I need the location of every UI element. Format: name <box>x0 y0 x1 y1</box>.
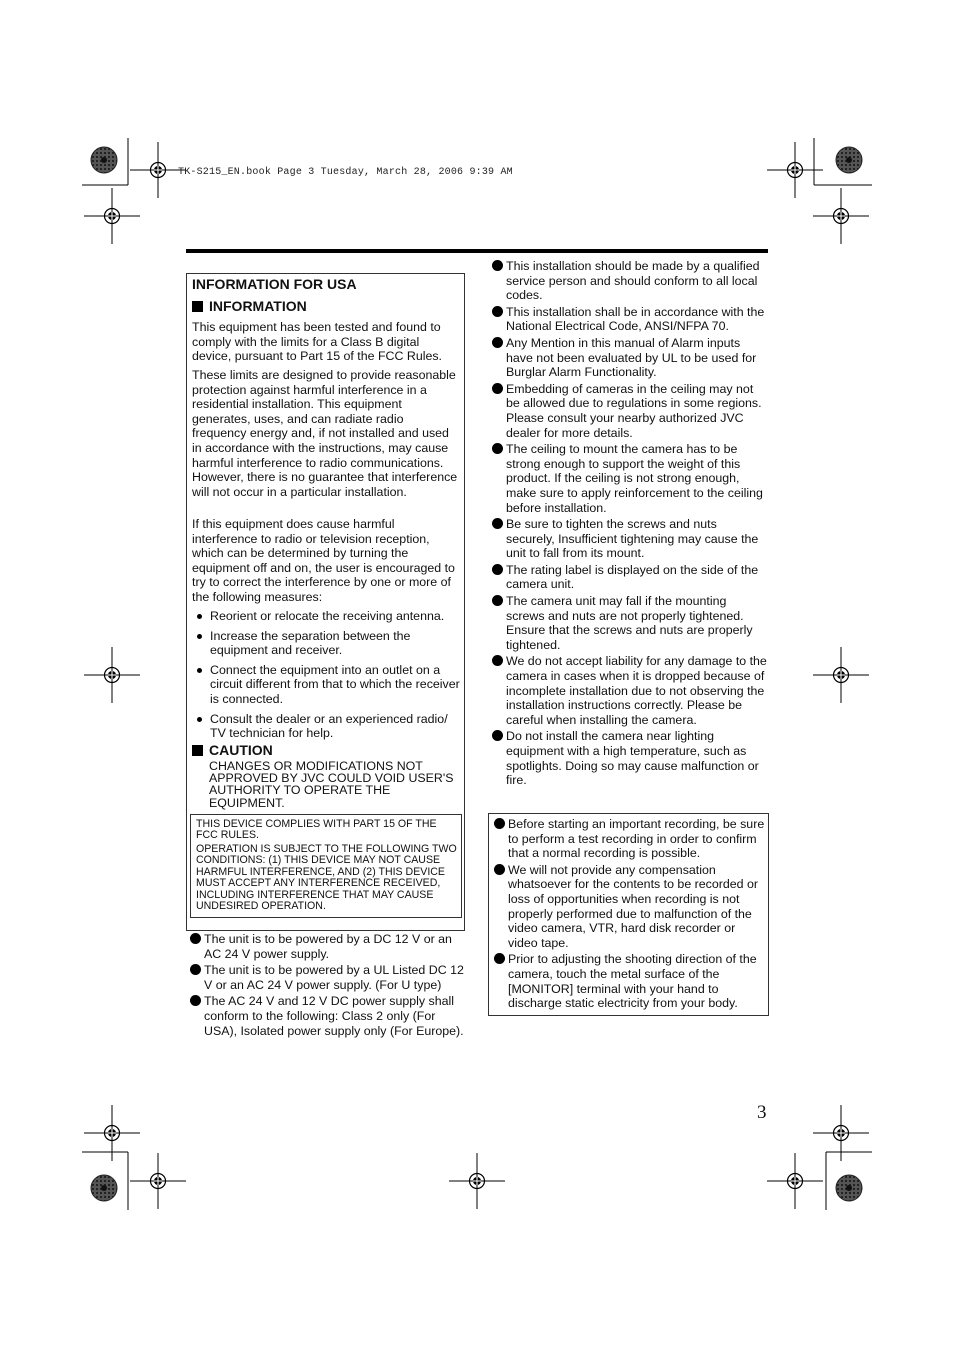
list-item: This installation should be made by a qualified service person and should conform to all local codes. <box>492 259 768 303</box>
list-item: Consult the dealer or an experienced radio/ TV technician for help. <box>192 712 460 741</box>
fcc-paragraph-2 <box>192 368 460 499</box>
fcc-paragraph-3 <box>192 517 460 605</box>
list-item: Reorient or relocate the receiving antenna. <box>192 609 460 624</box>
list-item: The ceiling to mount the camera has to be strong enough to support the weight of this product. If the ceiling is not strong enough, make sure to apply reinforcement to the ceiling before installation. <box>492 442 768 515</box>
information-heading <box>192 298 307 314</box>
list-item: Connect the equipment into an outlet on a circuit different from that to which the receiver is connected. <box>192 663 460 707</box>
fcc-compliance-1: THIS DEVICE COMPLIES WITH PART 15 OF THE FCC RULES. <box>196 818 437 842</box>
list-item: The camera unit may fall if the mounting screws and nuts are not properly tightened. Ensure that the screws and nuts are properly tightened. <box>492 594 768 652</box>
paragraph-text: If this equipment does cause harmful interference to radio or television reception, which can be determined by turning the equipment off and on, the user is encouraged to try to correct the interference by one or more of the following measures: <box>192 517 455 604</box>
paragraph-text: These limits are designed to provide reasonable protection against harmful interference in a residential installation. This equipment generates, uses, and can radiate radio frequency energy and, if not installed and used in accordance with the instructions, may cause harmful interference to radio communications. However, there is no guarantee that interference will not occur in a particular installation. <box>192 368 458 499</box>
list-item: Before starting an important recording, be sure to perform a test recording in order to confirm that a normal recording is possible. <box>494 817 766 861</box>
page-number: 3 <box>757 1102 767 1123</box>
list-item: The rating label is displayed on the side of the camera unit. <box>492 563 768 592</box>
caution-heading <box>192 742 273 758</box>
list-item: The unit is to be powered by a DC 12 V or an AC 24 V power supply. <box>190 932 466 961</box>
list-item: We will not provide any compensation whatsoever for the contents to be recorded or loss of opportunities when recording is not properly performed due to malfunction of the video camera, VTR, hard disk recorder or video tape. <box>494 863 766 951</box>
installation-notes-list <box>492 259 768 788</box>
caution-heading-label: CAUTION <box>209 742 273 758</box>
section-title: INFORMATION FOR USA <box>192 276 357 292</box>
top-rule <box>186 249 768 253</box>
power-notes-list <box>190 932 466 1038</box>
list-item: We do not accept liability for any damage to the camera in cases when it is dropped because of incomplete installation due to not observing the installation instructions correctly. Please be careful when installing the camera. <box>492 654 768 727</box>
list-item: Any Mention in this manual of Alarm inputs have not been evaluated by UL to be used for Burglar Alarm Functionality. <box>492 336 768 380</box>
file-info-header: TK-S215_EN.book Page 3 Tuesday, March 28, 2006 9:39 AM <box>178 167 513 178</box>
caution-text: CHANGES OR MODIFICATIONS NOT APPROVED BY JVC COULD VOID USER'S AUTHORITY TO OPERATE THE EQUIPMENT. <box>209 759 454 810</box>
paragraph-text: This equipment has been tested and found to comply with the limits for a Class B digital device, pursuant to Part 15 of the FCC Rules. <box>192 320 443 364</box>
square-bullet-icon <box>192 745 203 756</box>
list-item: Prior to adjusting the shooting direction of the camera, touch the metal surface of the [MONITOR] terminal with your hand to discharge static electricity from your body. <box>494 952 766 1010</box>
list-item: The unit is to be powered by a UL Listed DC 12 V or an AC 24 V power supply. (For U type) <box>190 963 466 992</box>
fcc-compliance-2: OPERATION IS SUBJECT TO THE FOLLOWING TWO CONDITIONS: (1) THIS DEVICE MAY NOT CAUSE HARMFUL INTERFERENCE, AND (2) THIS DEVICE MUST ACCEPT ANY INTERFERENCE RECEIVED, INCLUDING INTERFERENCE THAT MAY CAUSE UNDESIRED OPERATION. <box>196 843 457 913</box>
list-item: The AC 24 V and 12 V DC power supply shall conform to the following: Class 2 only (For USA), Isolated power supply only (For Europe). <box>190 994 466 1038</box>
list-item: Be sure to tighten the screws and nuts securely, Insufficient tightening may cause the unit to fall from its mount. <box>492 517 768 561</box>
list-item: This installation shall be in accordance with the National Electrical Code, ANSI/NFPA 70. <box>492 305 768 334</box>
information-heading-label: INFORMATION <box>209 298 307 314</box>
fcc-paragraph-1 <box>192 320 460 364</box>
list-item: Increase the separation between the equipment and receiver. <box>192 629 460 658</box>
recording-notes-list <box>494 817 766 1011</box>
square-bullet-icon <box>192 301 203 312</box>
measures-list <box>192 609 460 741</box>
list-item: Embedding of cameras in the ceiling may not be allowed due to regulations in some regions. Please consult your nearby authorized JVC dealer for more details. <box>492 382 768 440</box>
list-item: Do not install the camera near lighting equipment with a high temperature, such as spotlights. Doing so may cause malfunction or fire. <box>492 729 768 787</box>
